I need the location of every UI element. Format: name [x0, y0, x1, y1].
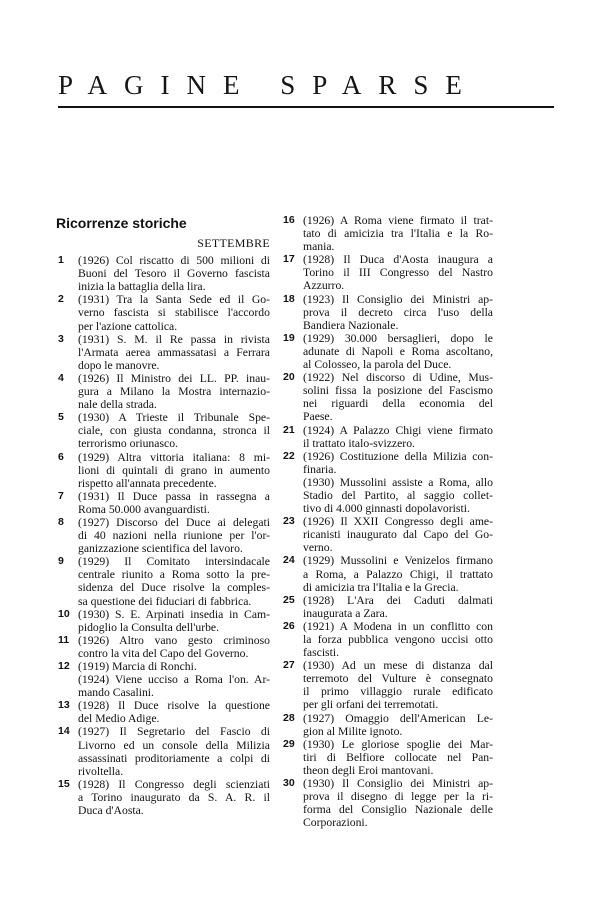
entry-line: (1922) Nel discorso di Udine, Mus- — [303, 371, 493, 385]
entry-line: di amicizia tra l'Italia e la Grecia. — [303, 580, 459, 594]
entry-line: forma del Consiglio Nazionale delle — [303, 803, 493, 817]
entry-line: per l'azione cattolica. — [78, 319, 178, 333]
entry-line: (1930) Ad un mese di distanza dal — [303, 659, 493, 673]
entry-line: tiri di Belfiore collocate nel Pan- — [303, 750, 493, 764]
entry-text — [78, 725, 270, 777]
entry-day: 18 — [283, 292, 295, 305]
entry-line: gura a Milano la Mostra internazio- — [78, 385, 270, 399]
entry-line: ciale, con giusta condanna, stronca il — [78, 424, 270, 438]
entry-day: 24 — [283, 554, 295, 567]
entry-text — [303, 424, 493, 450]
entry-line: inizia la battaglia della lira. — [78, 280, 206, 294]
entries-list — [58, 254, 270, 817]
anniversary-entry — [58, 516, 270, 555]
entry-text — [78, 490, 270, 516]
entry-text — [78, 634, 270, 660]
entry-day: 26 — [283, 619, 295, 632]
entry-line: (1926) Il Ministro dei LL. PP. inau- — [78, 371, 270, 385]
entry-text — [303, 659, 493, 711]
entry-line: Paese. — [303, 410, 333, 424]
anniversary-entry — [58, 725, 270, 777]
entry-line: (1919) Marcia di Ronchi. — [78, 660, 197, 673]
entry-line: (1926) Altro vano gesto criminoso — [78, 633, 270, 647]
anniversary-entry — [283, 777, 493, 829]
entry-text — [78, 555, 270, 607]
entry-text — [303, 515, 493, 554]
entry-day: 30 — [283, 777, 295, 790]
anniversary-entry — [283, 712, 493, 738]
entry-line: a Torino inaugurato da S. A. R. il — [78, 790, 270, 804]
entry-day: 3 — [58, 332, 64, 345]
entry-line: (1930) Mussolini assiste a Roma, allo — [303, 475, 493, 489]
entry-line: (1931) Tra la Santa Sede ed il Go- — [78, 293, 270, 307]
anniversary-entry — [58, 555, 270, 607]
entry-text — [303, 777, 493, 829]
entry-day: 2 — [58, 293, 64, 306]
header-rule — [58, 106, 554, 108]
anniversary-entry — [283, 738, 493, 777]
entry-line: la forza pubblica vengono uccisi otto — [303, 633, 493, 646]
page-title: PAGINE SPARSE — [58, 70, 479, 100]
entry-day: 22 — [283, 449, 295, 462]
entry-line: verno fascista si stabilisce l'accordo — [78, 306, 270, 320]
entry-day: 16 — [283, 214, 295, 226]
entry-day: 4 — [58, 371, 64, 384]
entry-line: sa questione dei fiduciari di fabbrica. — [78, 594, 252, 608]
entry-line: Roma 50.000 avanguardisti. — [78, 502, 210, 516]
section-title: Ricorrenze storiche — [56, 215, 187, 231]
entry-line: il trattato italo-svizzero. — [303, 436, 415, 450]
entry-day: 15 — [58, 777, 70, 790]
entry-line: il primo villaggio rurale edificato — [303, 685, 493, 699]
entry-text — [303, 738, 493, 777]
entry-line: per gli orfani dei terremotati. — [303, 698, 439, 712]
entry-day: 25 — [283, 593, 295, 606]
entry-line: rispetto all'annata precedente. — [78, 476, 217, 490]
entry-line: (1929) 30.000 bersaglieri, dopo le — [303, 331, 493, 345]
entry-day: 14 — [58, 725, 70, 738]
entry-line: (1926) Il XXII Congresso degli ame- — [303, 515, 493, 529]
entry-line: (1921) A Modena in un conflitto con — [303, 619, 493, 633]
anniversary-entry — [58, 254, 270, 293]
entry-line: Buoni del Tesoro il Governo fascista — [78, 267, 270, 281]
entry-text — [78, 254, 270, 293]
entry-line: (1929) Altra vittoria italiana: 8 mi- — [78, 450, 270, 464]
entry-text — [303, 214, 493, 253]
entry-line: (1929) Mussolini e Venizelos firmano — [303, 554, 493, 568]
entry-line: di 40 nazioni nella riunione per l'or- — [78, 529, 270, 543]
entry-line: prova il decreto circa l'uso della — [303, 305, 493, 319]
entry-line: contro la vita del Capo del Governo. — [78, 646, 249, 660]
entry-line: lioni di quintali di grano in aumento — [78, 463, 270, 477]
entry-day: 11 — [58, 633, 70, 646]
entry-line: adunate di Napoli e Roma ascoltano, — [303, 344, 493, 358]
entry-line: del Medio Adige. — [78, 712, 160, 726]
entry-day: 1 — [58, 254, 64, 267]
entry-line: (1928) Il Duce risolve la questione — [78, 699, 270, 713]
entry-line: (1929) Il Comitato intersindacale — [78, 555, 270, 569]
entry-line: (1924) A Palazzo Chigi viene firmato — [303, 423, 493, 437]
anniversary-entry — [283, 214, 493, 253]
entry-day: 20 — [283, 371, 295, 384]
entry-day: 9 — [58, 555, 64, 568]
entry-text — [78, 516, 270, 555]
entry-day: 27 — [283, 659, 295, 672]
entry-line: tato di amicizia tra l'Italia e la Ro- — [303, 227, 493, 241]
anniversary-entry — [283, 515, 493, 554]
entry-text — [78, 333, 270, 372]
entry-line: sidenza del Duce risolve la comples- — [78, 581, 270, 595]
entry-text — [303, 332, 493, 371]
entry-line: nei riguardi della economia del — [303, 397, 493, 411]
entry-day: 17 — [283, 253, 295, 266]
entry-text — [303, 594, 493, 620]
entry-line: (1926) Col riscatto di 500 milioni di — [78, 254, 270, 268]
entry-text — [78, 372, 270, 411]
entry-line: (1930) Le gloriose spoglie dei Mar- — [303, 737, 493, 751]
entry-line: al Colosseo, la parola del Duce. — [303, 358, 452, 372]
anniversary-entry — [58, 293, 270, 332]
entry-line: (1927) Omaggio dell'American Le- — [303, 711, 493, 725]
anniversary-entry — [283, 371, 493, 423]
entry-day: 21 — [283, 423, 295, 436]
entry-line: mando Casalini. — [78, 686, 154, 700]
entry-text — [78, 411, 270, 450]
entry-line: ganizzazione scientifica del lavoro. — [78, 542, 243, 556]
entry-line: tivo di 4.000 ginnasti dopolavoristi. — [303, 502, 470, 516]
entry-text — [303, 620, 493, 659]
entry-text — [303, 253, 493, 292]
anniversary-entry — [283, 659, 493, 711]
entry-day: 28 — [283, 711, 295, 724]
entry-day: 6 — [58, 450, 64, 463]
entry-day: 10 — [58, 607, 70, 620]
entry-line: dopo le manovre. — [78, 358, 160, 372]
anniversary-entry — [58, 778, 270, 817]
entry-line: (1924) Viene ucciso a Roma l'on. Ar- — [78, 673, 270, 687]
entry-line: inaugurata a Zara. — [303, 606, 388, 620]
anniversary-entry — [58, 451, 270, 490]
entry-line: Stadio del Partito, al saggio collet- — [303, 488, 493, 502]
entry-line: (1927) Discorso del Duce ai delegati — [78, 515, 270, 529]
left-column — [58, 214, 270, 817]
anniversary-entry — [283, 620, 493, 659]
entry-text — [78, 608, 270, 634]
entry-line: fascisti. — [303, 646, 340, 660]
entry-text — [303, 554, 493, 593]
anniversary-entry — [58, 608, 270, 634]
entry-text — [303, 712, 493, 738]
entry-line: nale della strada. — [78, 398, 157, 412]
entry-line: (1930) A Trieste il Tribunale Spe- — [78, 411, 270, 425]
entry-line: Azzurro. — [303, 279, 345, 293]
entry-day: 19 — [283, 331, 295, 344]
entry-day: 8 — [58, 515, 64, 528]
anniversary-entry — [58, 411, 270, 450]
entry-text — [303, 450, 493, 515]
month-heading: SETTEMBRE — [197, 236, 270, 250]
entry-line: (1928) Il Congresso degli scienziati — [78, 777, 270, 791]
entry-line: rivoltella. — [78, 764, 124, 778]
entry-line: (1930) S. E. Arpinati insedia in Cam- — [78, 607, 270, 621]
entry-line: Corporazioni. — [303, 816, 368, 830]
entry-text — [78, 778, 270, 817]
anniversary-entry — [283, 554, 493, 593]
entry-text — [303, 371, 493, 423]
anniversary-entry — [58, 699, 270, 725]
anniversary-entry — [283, 424, 493, 450]
entry-line: (1930) Il Consiglio dei Ministri ap- — [303, 777, 493, 791]
entry-line: centrale riunito a Roma sotto la pre- — [78, 568, 270, 582]
entry-line: solini fissa la posizione del Fascismo — [303, 384, 493, 398]
anniversary-entry — [283, 253, 493, 292]
entry-line: ricanisti inaugurato dal Capo del Go- — [303, 528, 493, 542]
entry-line: (1928) Il Duca d'Aosta inaugura a — [303, 253, 493, 267]
right-column — [283, 214, 493, 829]
entry-day: 7 — [58, 489, 64, 502]
anniversary-entry — [58, 660, 270, 699]
entry-line: (1926) Costituzione della Milizia con- — [303, 449, 493, 463]
entry-line: finaria. — [303, 462, 337, 476]
entry-day: 13 — [58, 699, 70, 712]
anniversary-entry — [58, 490, 270, 516]
entry-line: (1923) Il Consiglio dei Ministri ap- — [303, 292, 493, 306]
entry-text — [78, 660, 270, 699]
entry-line: verno. — [303, 541, 333, 555]
entry-line: l'Armata aerea ammassatasi a Ferrara — [78, 345, 270, 359]
entry-day: 29 — [283, 737, 295, 750]
anniversary-entry — [58, 372, 270, 411]
entry-line: terremoto del Vulture è consegnato — [303, 672, 493, 686]
entry-text — [78, 293, 270, 332]
anniversary-entry — [283, 450, 493, 515]
entry-line: terrorismo oriunasco. — [78, 437, 178, 451]
entry-line: pidoglio la Consulta dell'urbe. — [78, 620, 220, 634]
entry-line: assassinati proditoriamente a colpi di — [78, 751, 270, 765]
entry-line: (1926) A Roma viene firmato il trat- — [303, 214, 493, 227]
anniversary-entry — [283, 594, 493, 620]
anniversary-entry — [283, 332, 493, 371]
entry-line: (1928) L'Ara dei Caduti dalmati — [303, 593, 493, 607]
entry-line: a Roma, a Palazzo Chigi, il trattato — [303, 567, 493, 581]
entry-line: (1931) S. M. il Re passa in rivista — [78, 332, 270, 346]
entry-line: mania. — [303, 240, 335, 254]
entry-line: (1927) Il Segretario del Fascio di — [78, 725, 270, 739]
entry-text — [303, 293, 493, 332]
entry-day: 5 — [58, 411, 64, 424]
entry-day: 23 — [283, 515, 295, 528]
entry-text — [78, 699, 270, 725]
entry-text — [78, 451, 270, 490]
anniversary-entry — [58, 634, 270, 660]
anniversary-entry — [283, 293, 493, 332]
entry-line: (1931) Il Duce passa in rassegna a — [78, 489, 270, 503]
entry-line: Torino il III Congresso del Nastro — [303, 266, 493, 280]
entry-day: 12 — [58, 660, 70, 672]
anniversary-entry — [58, 333, 270, 372]
entries-list — [283, 214, 493, 829]
entry-line: prova il disegno di legge per la ri- — [303, 790, 493, 804]
entry-line: Duca d'Aosta. — [78, 804, 144, 818]
entry-line: gion al Milite ignoto. — [303, 724, 403, 738]
entry-line: Livorno ed un console della Milizia — [78, 738, 270, 752]
entry-line: Bandiera Nazionale. — [303, 318, 399, 332]
entry-line: theon degli Eroi mantovani. — [303, 763, 434, 777]
